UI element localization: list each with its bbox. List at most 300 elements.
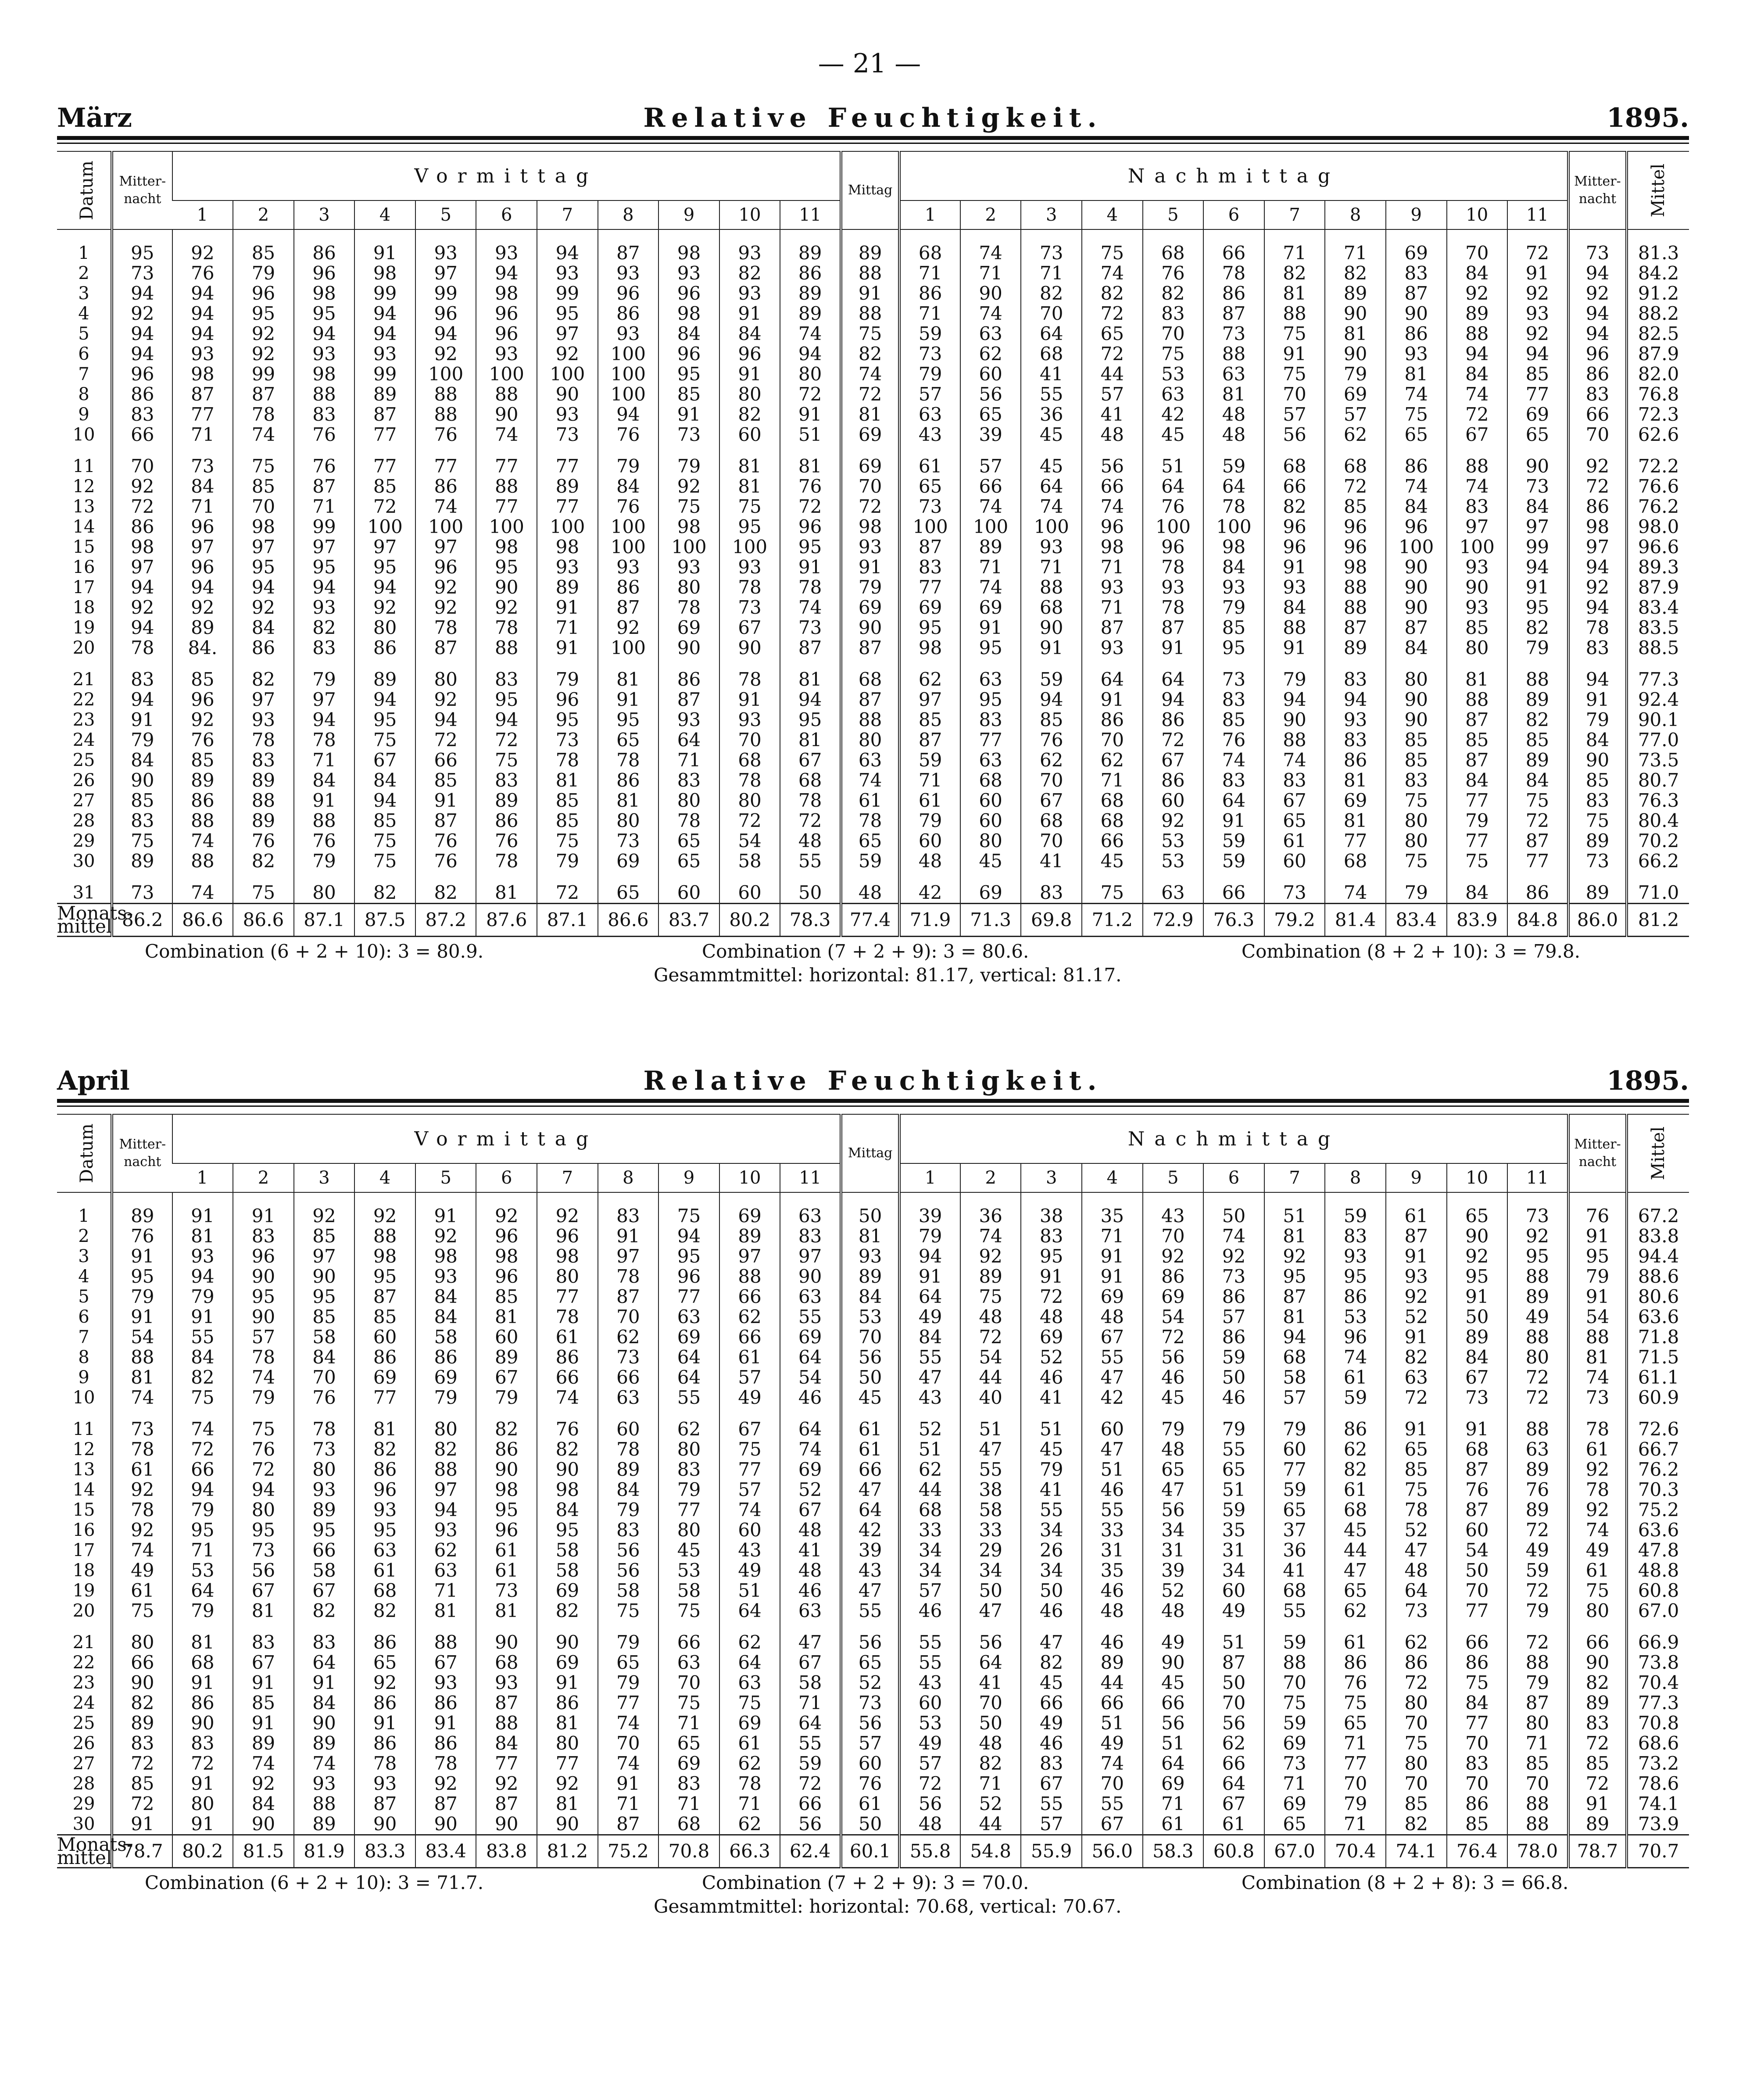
value-cell: 90 — [112, 770, 172, 791]
value-cell: 77 — [960, 730, 1021, 750]
value-cell: 76.8 — [1627, 384, 1689, 404]
value-cell: 85 — [1203, 710, 1264, 730]
value-cell: 66 — [658, 1621, 719, 1653]
value-cell: 82 — [354, 871, 415, 904]
date-cell: 17 — [72, 577, 95, 597]
value-cell: 69 — [1143, 1774, 1204, 1794]
value-cell: 75 — [1143, 344, 1204, 364]
value-cell: 80 — [658, 577, 719, 597]
value-cell: 61 — [841, 1794, 899, 1814]
value-cell: 81 — [233, 1601, 294, 1621]
hour-nm-5: 5 — [1143, 1163, 1204, 1192]
value-cell: 87 — [1203, 304, 1264, 324]
value-cell: 90 — [1386, 597, 1447, 618]
value-cell: 97 — [172, 537, 233, 557]
value-cell: 79 — [233, 1388, 294, 1408]
value-cell: 90 — [172, 1713, 233, 1733]
value-cell: 82 — [172, 1367, 233, 1388]
value-cell: 99 — [354, 283, 415, 304]
value-cell: 93 — [1507, 304, 1568, 324]
value-cell: 79 — [1507, 1673, 1568, 1693]
value-cell: 85 — [1325, 497, 1386, 517]
value-cell: 65 — [841, 1653, 899, 1673]
value-cell: 75 — [658, 1693, 719, 1713]
value-cell: 83 — [294, 638, 355, 658]
value-cell: 93 — [415, 1520, 476, 1540]
value-cell: 92 — [354, 1192, 415, 1226]
value-cell: 100 — [598, 364, 659, 384]
value-cell: 94 — [294, 577, 355, 597]
value-cell: 61 — [1325, 1367, 1386, 1388]
value-cell: 83 — [1021, 871, 1082, 904]
nachmittag-header: Nachmittag — [899, 1114, 1568, 1163]
mean-cell: 81.4 — [1325, 904, 1386, 937]
value-cell: 54 — [719, 831, 780, 851]
value-cell: 59 — [1325, 1388, 1386, 1408]
value-cell: 85 — [172, 658, 233, 690]
value-cell: 65 — [1507, 425, 1568, 445]
value-cell: 39 — [841, 1540, 899, 1560]
date-cell: 9 — [78, 404, 89, 425]
value-cell: 45 — [1021, 1673, 1082, 1693]
month-label: April — [57, 1066, 130, 1096]
value-cell: 77 — [354, 445, 415, 476]
value-cell: 90 — [112, 1673, 172, 1693]
value-cell: 88 — [1447, 445, 1508, 476]
value-cell: 51 — [899, 1439, 960, 1460]
value-cell: 58 — [960, 1500, 1021, 1520]
value-cell: 79 — [1568, 710, 1627, 730]
value-cell: 90 — [537, 1621, 598, 1653]
value-cell: 77 — [537, 497, 598, 517]
value-cell: 93 — [1082, 577, 1143, 597]
value-cell: 90 — [841, 618, 899, 638]
value-cell: 94 — [1568, 658, 1627, 690]
value-cell: 90 — [415, 1814, 476, 1835]
date-cell: 7 — [78, 1327, 89, 1347]
value-cell: 49 — [899, 1307, 960, 1327]
value-cell: 70 — [1386, 1713, 1447, 1733]
value-cell: 75 — [841, 324, 899, 344]
value-cell: 95 — [1264, 1266, 1325, 1287]
value-cell: 70 — [1507, 1774, 1568, 1794]
value-cell: 81 — [1325, 811, 1386, 831]
value-cell: 79 — [1264, 658, 1325, 690]
date-cell: 15 — [72, 1500, 95, 1520]
value-cell: 72 — [1447, 404, 1508, 425]
date-cell: 17 — [72, 1540, 95, 1560]
value-cell: 76.2 — [1627, 497, 1689, 517]
value-cell: 83 — [1021, 1226, 1082, 1246]
value-cell: 98 — [476, 283, 537, 304]
mean-cell: 67.0 — [1264, 1835, 1325, 1868]
table-row — [57, 1192, 1689, 1226]
value-cell: 86 — [1325, 1408, 1386, 1439]
value-cell: 86 — [415, 476, 476, 497]
value-cell: 82 — [1325, 1460, 1386, 1480]
value-cell: 56 — [960, 384, 1021, 404]
hour-vm-6: 6 — [476, 200, 537, 229]
value-cell: 89 — [1325, 638, 1386, 658]
value-cell: 66 — [1082, 476, 1143, 497]
table-row — [57, 1388, 1689, 1408]
table-row — [57, 851, 1689, 871]
value-cell: 47.8 — [1627, 1540, 1689, 1560]
value-cell: 75 — [233, 871, 294, 904]
value-cell: 67 — [1082, 1327, 1143, 1347]
value-cell: 77.3 — [1627, 658, 1689, 690]
value-cell: 72 — [1143, 1327, 1204, 1347]
value-cell: 82 — [1021, 1653, 1082, 1673]
value-cell: 87 — [899, 537, 960, 557]
value-cell: 79 — [294, 851, 355, 871]
value-cell: 91 — [1021, 638, 1082, 658]
value-cell: 70 — [1021, 831, 1082, 851]
date-cell: 23 — [72, 710, 95, 730]
value-cell: 51 — [1021, 1408, 1082, 1439]
value-cell: 96 — [1386, 517, 1447, 537]
value-cell: 83 — [1203, 770, 1264, 791]
value-cell: 68 — [1021, 811, 1082, 831]
value-cell: 74 — [112, 1388, 172, 1408]
value-cell: 88 — [112, 1347, 172, 1367]
table-row — [57, 1266, 1689, 1287]
value-cell: 92 — [415, 1774, 476, 1794]
value-cell: 83 — [960, 710, 1021, 730]
value-cell: 89 — [537, 577, 598, 597]
value-cell: 58 — [294, 1560, 355, 1581]
value-cell: 100 — [598, 638, 659, 658]
value-cell: 61 — [899, 445, 960, 476]
value-cell: 96 — [233, 283, 294, 304]
value-cell: 55 — [841, 1601, 899, 1621]
nachmittag-header: Nachmittag — [899, 151, 1568, 200]
value-cell: 45 — [1021, 445, 1082, 476]
value-cell: 98 — [537, 1480, 598, 1500]
table-row — [57, 324, 1689, 344]
value-cell: 73.9 — [1627, 1814, 1689, 1835]
table-row — [57, 770, 1689, 791]
mean-cell: 86.6 — [233, 904, 294, 937]
value-cell: 78 — [294, 730, 355, 750]
value-cell: 90 — [1447, 577, 1508, 597]
value-cell: 90 — [294, 1713, 355, 1733]
value-cell: 65 — [1264, 1814, 1325, 1835]
value-cell: 86 — [1386, 1653, 1447, 1673]
value-cell: 93 — [476, 229, 537, 263]
value-cell: 79 — [172, 1601, 233, 1621]
value-cell: 85 — [172, 750, 233, 770]
value-cell: 94 — [354, 304, 415, 324]
value-cell: 95 — [172, 1520, 233, 1540]
value-cell: 90 — [537, 1460, 598, 1480]
value-cell: 63 — [719, 1673, 780, 1693]
value-cell: 96 — [476, 1226, 537, 1246]
value-cell: 82 — [1264, 497, 1325, 517]
value-cell: 78 — [598, 1266, 659, 1287]
value-cell: 91 — [1568, 1794, 1627, 1814]
value-cell: 66 — [1082, 1693, 1143, 1713]
value-cell: 48 — [1203, 425, 1264, 445]
value-cell: 64 — [780, 1408, 841, 1439]
value-cell: 66 — [719, 1287, 780, 1307]
value-cell: 53 — [172, 1560, 233, 1581]
value-cell: 48 — [899, 1814, 960, 1835]
value-cell: 73.2 — [1627, 1753, 1689, 1774]
value-cell: 86 — [1507, 871, 1568, 904]
value-cell: 86 — [415, 1347, 476, 1367]
value-cell: 63 — [1143, 871, 1204, 904]
value-cell: 57 — [719, 1367, 780, 1388]
value-cell: 78 — [537, 750, 598, 770]
value-cell: 62 — [1386, 1621, 1447, 1653]
value-cell: 26 — [1021, 1540, 1082, 1560]
value-cell: 71 — [1082, 557, 1143, 577]
value-cell: 69 — [1264, 1794, 1325, 1814]
value-cell: 74 — [719, 1500, 780, 1520]
value-cell: 87.9 — [1627, 344, 1689, 364]
value-cell: 59 — [899, 750, 960, 770]
value-cell: 100 — [960, 517, 1021, 537]
value-cell: 95 — [1507, 1246, 1568, 1266]
value-cell: 85 — [294, 1226, 355, 1246]
value-cell: 68 — [1082, 791, 1143, 811]
mean-cell: 83.8 — [476, 1835, 537, 1868]
value-cell: 91 — [1386, 1408, 1447, 1439]
value-cell: 75 — [233, 1408, 294, 1439]
value-cell: 88 — [1325, 597, 1386, 618]
value-cell: 91 — [780, 404, 841, 425]
value-cell: 100 — [1021, 517, 1082, 537]
value-cell: 93 — [294, 597, 355, 618]
value-cell: 82 — [233, 658, 294, 690]
value-cell: 94 — [354, 690, 415, 710]
value-cell: 71 — [719, 1794, 780, 1814]
value-cell: 45 — [1325, 1520, 1386, 1540]
value-cell: 94.4 — [1627, 1246, 1689, 1266]
value-cell: 96 — [1082, 517, 1143, 537]
value-cell: 51 — [960, 1408, 1021, 1439]
table-row — [57, 557, 1689, 577]
hour-nm-7: 7 — [1264, 200, 1325, 229]
value-cell: 77 — [1447, 1601, 1508, 1621]
date-cell: 26 — [72, 1733, 95, 1753]
value-cell: 93 — [1264, 577, 1325, 597]
table-row — [57, 658, 1689, 690]
value-cell: 77 — [354, 1388, 415, 1408]
value-cell: 82 — [1386, 1347, 1447, 1367]
value-cell: 71 — [899, 770, 960, 791]
value-cell: 76 — [1325, 1673, 1386, 1693]
value-cell: 62 — [719, 1814, 780, 1835]
value-cell: 88 — [294, 811, 355, 831]
value-cell: 95 — [537, 710, 598, 730]
value-cell: 87 — [780, 638, 841, 658]
value-cell: 56 — [841, 1347, 899, 1367]
vormittag-header: Vormittag — [172, 1114, 841, 1163]
value-cell: 69 — [899, 597, 960, 618]
combination-left: Combination (6 + 2 + 10): 3 = 80.9. — [145, 941, 484, 962]
value-cell: 100 — [1447, 537, 1508, 557]
date-cell: 14 — [72, 517, 95, 537]
table-row — [57, 1226, 1689, 1246]
value-cell: 73 — [1507, 476, 1568, 497]
hour-vm-1: 1 — [172, 200, 233, 229]
value-cell: 75 — [1264, 324, 1325, 344]
value-cell: 63.6 — [1627, 1307, 1689, 1327]
value-cell: 74 — [112, 1540, 172, 1560]
value-cell: 86 — [294, 229, 355, 263]
value-cell: 87 — [1447, 1460, 1508, 1480]
value-cell: 91 — [537, 1673, 598, 1693]
date-cell: 7 — [78, 364, 89, 384]
value-cell: 96 — [1325, 537, 1386, 557]
value-cell: 87 — [1386, 618, 1447, 638]
value-cell: 80 — [537, 1733, 598, 1753]
value-cell: 92 — [172, 597, 233, 618]
value-cell: 63 — [1203, 364, 1264, 384]
value-cell: 84 — [841, 1287, 899, 1307]
value-cell: 88 — [476, 638, 537, 658]
value-cell: 89 — [1568, 831, 1627, 851]
value-cell: 81 — [841, 1226, 899, 1246]
value-cell: 52 — [1143, 1581, 1204, 1601]
value-cell: 74 — [780, 1439, 841, 1460]
value-cell: 94 — [598, 404, 659, 425]
date-cell: 12 — [72, 1439, 95, 1460]
value-cell: 94 — [476, 263, 537, 283]
value-cell: 84 — [719, 324, 780, 344]
value-cell: 100 — [719, 537, 780, 557]
mean-cell: 74.1 — [1386, 1835, 1447, 1868]
value-cell: 96 — [294, 263, 355, 283]
value-cell: 53 — [658, 1560, 719, 1581]
mean-cell: 70.8 — [658, 1835, 719, 1868]
value-cell: 91 — [172, 1192, 233, 1226]
value-cell: 91 — [112, 1246, 172, 1266]
table-row — [57, 476, 1689, 497]
value-cell: 88 — [1447, 690, 1508, 710]
value-cell: 87 — [1386, 1226, 1447, 1246]
value-cell: 93 — [598, 263, 659, 283]
value-cell: 85 — [112, 791, 172, 811]
value-cell: 77 — [537, 1287, 598, 1307]
value-cell: 65 — [1386, 425, 1447, 445]
table-row — [57, 1347, 1689, 1367]
value-cell: 85 — [537, 811, 598, 831]
datum-header: Datum — [57, 151, 112, 229]
value-cell: 92 — [658, 476, 719, 497]
value-cell: 71 — [172, 497, 233, 517]
value-cell: 81 — [719, 476, 780, 497]
value-cell: 60 — [1264, 1439, 1325, 1460]
value-cell: 86 — [1568, 497, 1627, 517]
value-cell: 76 — [1021, 730, 1082, 750]
value-cell: 69 — [1082, 1287, 1143, 1307]
value-cell: 88 — [1507, 1266, 1568, 1287]
mean-cell: 83.4 — [415, 1835, 476, 1868]
value-cell: 49 — [1507, 1540, 1568, 1560]
value-cell: 63 — [960, 750, 1021, 770]
value-cell: 71 — [415, 1581, 476, 1601]
value-cell: 81 — [719, 445, 780, 476]
value-cell: 83 — [1325, 658, 1386, 690]
date-cell: 2 — [78, 1226, 89, 1246]
value-cell: 93 — [537, 404, 598, 425]
value-cell: 55 — [1021, 1794, 1082, 1814]
value-cell: 83 — [658, 1774, 719, 1794]
date-cell: 18 — [72, 597, 95, 618]
mean-cell: 76.4 — [1447, 1835, 1508, 1868]
value-cell: 73.8 — [1627, 1653, 1689, 1673]
value-cell: 77 — [1325, 831, 1386, 851]
value-cell: 88 — [841, 304, 899, 324]
value-cell: 77 — [1264, 1460, 1325, 1480]
value-cell: 92 — [112, 304, 172, 324]
value-cell: 47 — [1082, 1367, 1143, 1388]
value-cell: 68 — [1143, 229, 1204, 263]
value-cell: 65 — [1386, 1439, 1447, 1460]
value-cell: 94 — [415, 710, 476, 730]
value-cell: 71 — [598, 1794, 659, 1814]
value-cell: 36 — [960, 1192, 1021, 1226]
value-cell: 93 — [294, 344, 355, 364]
value-cell: 72 — [780, 811, 841, 831]
value-cell: 91 — [354, 1713, 415, 1733]
value-cell: 93 — [354, 344, 415, 364]
value-cell: 67 — [1203, 1794, 1264, 1814]
value-cell: 56 — [780, 1814, 841, 1835]
value-cell: 93 — [1447, 597, 1508, 618]
value-cell: 96 — [719, 344, 780, 364]
hour-nm-2: 2 — [960, 1163, 1021, 1192]
value-cell: 90 — [294, 1266, 355, 1287]
value-cell: 73 — [1568, 851, 1627, 871]
page-number: — 21 — — [818, 48, 921, 79]
value-cell: 87 — [1507, 1693, 1568, 1713]
value-cell: 94 — [1264, 1327, 1325, 1347]
value-cell: 62 — [1203, 1733, 1264, 1753]
value-cell: 91 — [233, 1713, 294, 1733]
value-cell: 72 — [1568, 1733, 1627, 1753]
value-cell: 64 — [658, 1367, 719, 1388]
hour-vm-9: 9 — [658, 200, 719, 229]
value-cell: 89 — [354, 658, 415, 690]
value-cell: 73 — [598, 1347, 659, 1367]
value-cell: 86 — [415, 1733, 476, 1753]
value-cell: 79 — [1325, 364, 1386, 384]
table-row — [57, 1560, 1689, 1581]
value-cell: 90 — [1447, 1226, 1508, 1246]
value-cell: 84 — [1386, 638, 1447, 658]
value-cell: 65 — [1264, 811, 1325, 831]
value-cell: 81 — [537, 1794, 598, 1814]
value-cell: 78 — [719, 658, 780, 690]
value-cell: 64 — [841, 1500, 899, 1520]
value-cell: 49 — [1082, 1733, 1143, 1753]
value-cell: 68 — [719, 750, 780, 770]
value-cell: 89 — [1568, 1814, 1627, 1835]
value-cell: 62 — [719, 1307, 780, 1327]
value-cell: 100 — [598, 537, 659, 557]
table-row — [57, 1460, 1689, 1480]
value-cell: 90 — [719, 638, 780, 658]
value-cell: 49 — [1568, 1540, 1627, 1560]
value-cell: 79 — [658, 445, 719, 476]
value-cell: 98 — [112, 537, 172, 557]
value-cell: 71 — [172, 425, 233, 445]
value-cell: 89 — [476, 1347, 537, 1367]
